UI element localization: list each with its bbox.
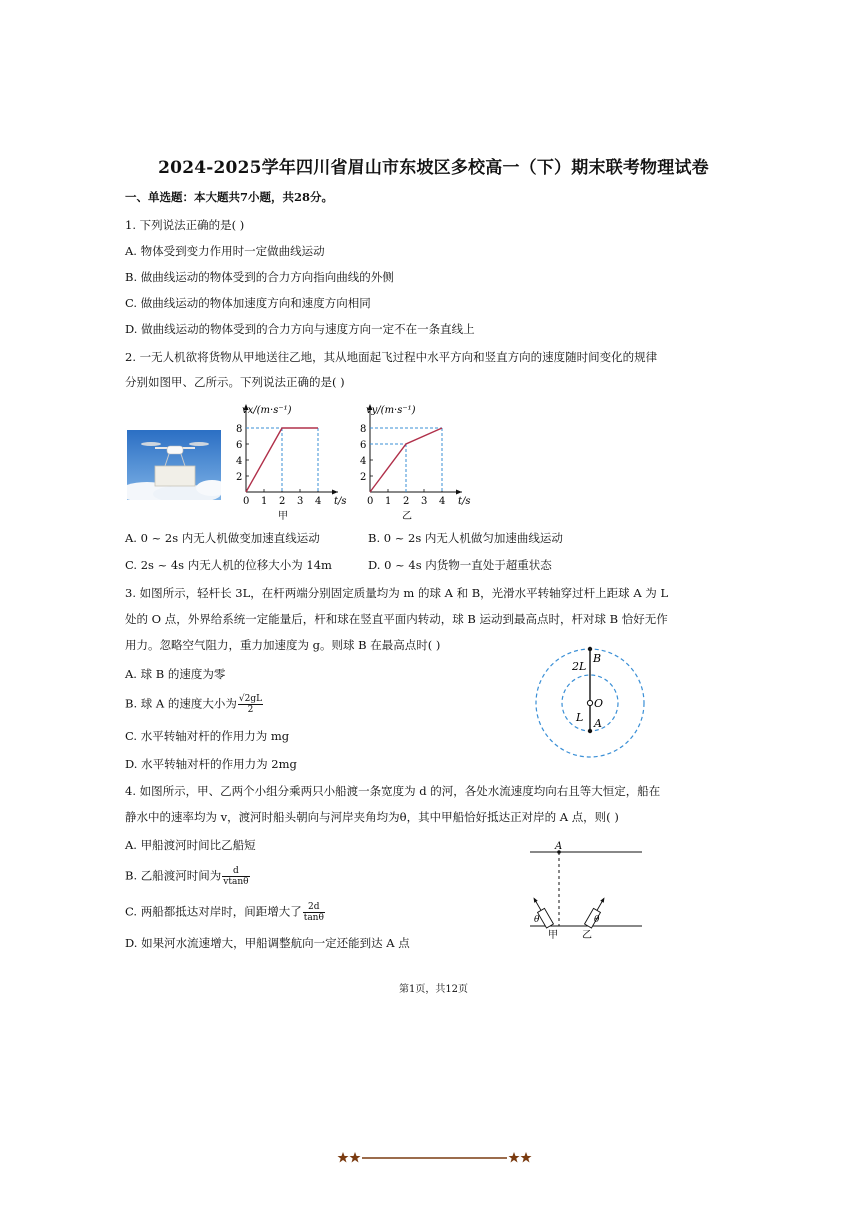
y-tick-label: 8 (360, 424, 367, 435)
q2-stem-line1: 2. 一无人机欲将货物从甲地送往乙地，其从地面起飞过程中水平方向和竖直方向的速度随时间变化的规律 (125, 350, 658, 364)
y-tick-label: 4 (236, 456, 243, 467)
q1-option-c: C. 做曲线运动的物体加速度方向和速度方向相同 (125, 296, 371, 310)
x-tick-label: 0 (243, 496, 250, 507)
q4-stem-line2: 静水中的速率均为 v，渡河时船头朝向与河岸夹角均为θ，其中甲船恰好抵达正对岸的 A 点，则( ) (125, 810, 619, 824)
q3-stem-line1: 3. 如图所示，轻杆长 3L，在杆两端分别固定质量均为 m 的球 A 和 B，光滑水平转轴穿过杆上距球 A 为 L (125, 586, 669, 600)
ball-a (588, 729, 592, 733)
x-axis-label: t/s (458, 496, 471, 507)
theta-label-jia: θ (534, 915, 540, 925)
q4-option-c-text: C. 两船都抵达对岸时，间距增大了 (125, 904, 302, 919)
q2-option-c: C. 2s ~ 4s 内无人机的位移大小为 14m (125, 558, 332, 572)
fraction-denominator: vtanθ (223, 877, 249, 887)
q3-option-a: A. 球 B 的速度为零 (125, 667, 226, 681)
x-tick-label: 4 (315, 496, 322, 507)
y-tick-label: 2 (360, 472, 367, 483)
q2-stem-line2: 分别如图甲、乙所示。下列说法正确的是( ) (125, 375, 345, 389)
label-jia: 甲 (548, 930, 558, 941)
y-axis-label: vy/(m·s⁻¹) (366, 405, 416, 416)
graph-jia (228, 400, 350, 530)
fraction-denominator: 2 (247, 705, 254, 715)
q1-option-a: A. 物体受到变力作用时一定做曲线运动 (125, 244, 325, 258)
graph-caption: 乙 (402, 511, 412, 522)
q4-option-d: D. 如果河水流速增大，甲船调整航向一定还能到达 A 点 (125, 936, 410, 950)
q1-stem: 1. 下列说法正确的是( ) (125, 218, 245, 232)
x-tick-label: 4 (439, 496, 446, 507)
fraction-numerator: √2gL (238, 694, 263, 704)
y-tick-label: 8 (236, 424, 243, 435)
label-o: O (594, 697, 604, 710)
q2-option-b: B. 0 ~ 2s 内无人机做匀加速曲线运动 (368, 531, 563, 545)
q3-stem-line3: 用力。忽略空气阻力，重力加速度为 g。则球 B 在最高点时( ) (125, 638, 441, 652)
fraction-denominator: tanθ (303, 913, 324, 923)
graph-caption: 甲 (278, 511, 288, 522)
x-axis-arrow (456, 490, 462, 495)
q3-stem-line2: 处的 O 点，外界给系统一定能量后，杆和球在竖直平面内转动，球 B 运动到最高点时，杆对球 B 恰好无作 (125, 612, 668, 626)
y-tick-label: 4 (360, 456, 367, 467)
x-tick-label: 3 (297, 496, 304, 507)
x-axis-label: t/s (334, 496, 347, 507)
star-icon (338, 1152, 532, 1163)
x-tick-label: 2 (403, 496, 410, 507)
q1-option-d: D. 做曲线运动的物体受到的合力方向与速度方向一定不在一条直线上 (125, 322, 475, 336)
q4-option-c (125, 902, 325, 923)
fraction-numerator: 2d (303, 902, 325, 913)
q3-option-c: C. 水平转轴对杆的作用力为 mg (125, 729, 290, 743)
section-heading: 一、单选题：本大题共7小题，共28分。 (125, 190, 334, 204)
label-l: L (576, 711, 584, 724)
x-tick-label: 1 (385, 496, 392, 507)
y-tick-label: 6 (236, 440, 243, 451)
page-number: 第1页，共12页 (398, 984, 469, 995)
label-2l: 2L (572, 660, 587, 673)
drone-photo (127, 430, 221, 500)
ball-b (588, 647, 592, 651)
q4-stem-line1: 4. 如图所示，甲、乙两个小组分乘两只小船渡一条宽度为 d 的河，各处水流速度均向右且等大恒定，船在 (125, 784, 661, 798)
q3-option-b (125, 694, 263, 715)
q2-option-d: D. 0 ~ 4s 内货物一直处于超重状态 (368, 558, 552, 572)
y-tick-label: 2 (236, 472, 243, 483)
q3-option-b-text: B. 球 A 的速度大小为 (125, 696, 237, 711)
y-tick-label: 6 (360, 440, 367, 451)
q4-option-b-text: B. 乙船渡河时间为 (125, 868, 222, 883)
fraction-numerator: d (222, 866, 249, 877)
q4-option-b-fraction (222, 866, 249, 887)
q3-option-d: D. 水平转轴对杆的作用力为 2mg (125, 757, 297, 771)
x-axis-arrow (332, 490, 338, 495)
q2-option-a: A. 0 ~ 2s 内无人机做变加速直线运动 (125, 531, 320, 545)
q4-option-c-fraction (303, 902, 325, 923)
theta-label-yi: θ (594, 915, 600, 925)
pivot-o (587, 700, 592, 705)
q4-option-b (125, 866, 250, 887)
x-tick-label: 1 (261, 496, 268, 507)
y-axis-label: vx/(m·s⁻¹) (242, 405, 292, 416)
q3-rotating-rod-figure (532, 645, 647, 763)
x-tick-label: 3 (421, 496, 428, 507)
label-b: B (593, 652, 602, 665)
label-a: A (594, 717, 602, 730)
graph-yi (352, 400, 474, 530)
page-title: 2024-2025学年四川省眉山市东坡区多校高一（下）期末联考物理试卷 (158, 158, 709, 178)
label-yi: 乙 (582, 930, 592, 941)
q3-option-b-fraction (238, 694, 263, 715)
q1-option-b: B. 做曲线运动的物体受到的合力方向指向曲线的外侧 (125, 270, 394, 284)
x-tick-label: 0 (367, 496, 374, 507)
decorative-stars-divider (337, 1150, 532, 1166)
q4-river-crossing-figure (528, 838, 646, 944)
x-tick-label: 2 (279, 496, 286, 507)
label-a: A (555, 841, 563, 852)
q4-option-a: A. 甲船渡河时间比乙船短 (125, 838, 256, 852)
